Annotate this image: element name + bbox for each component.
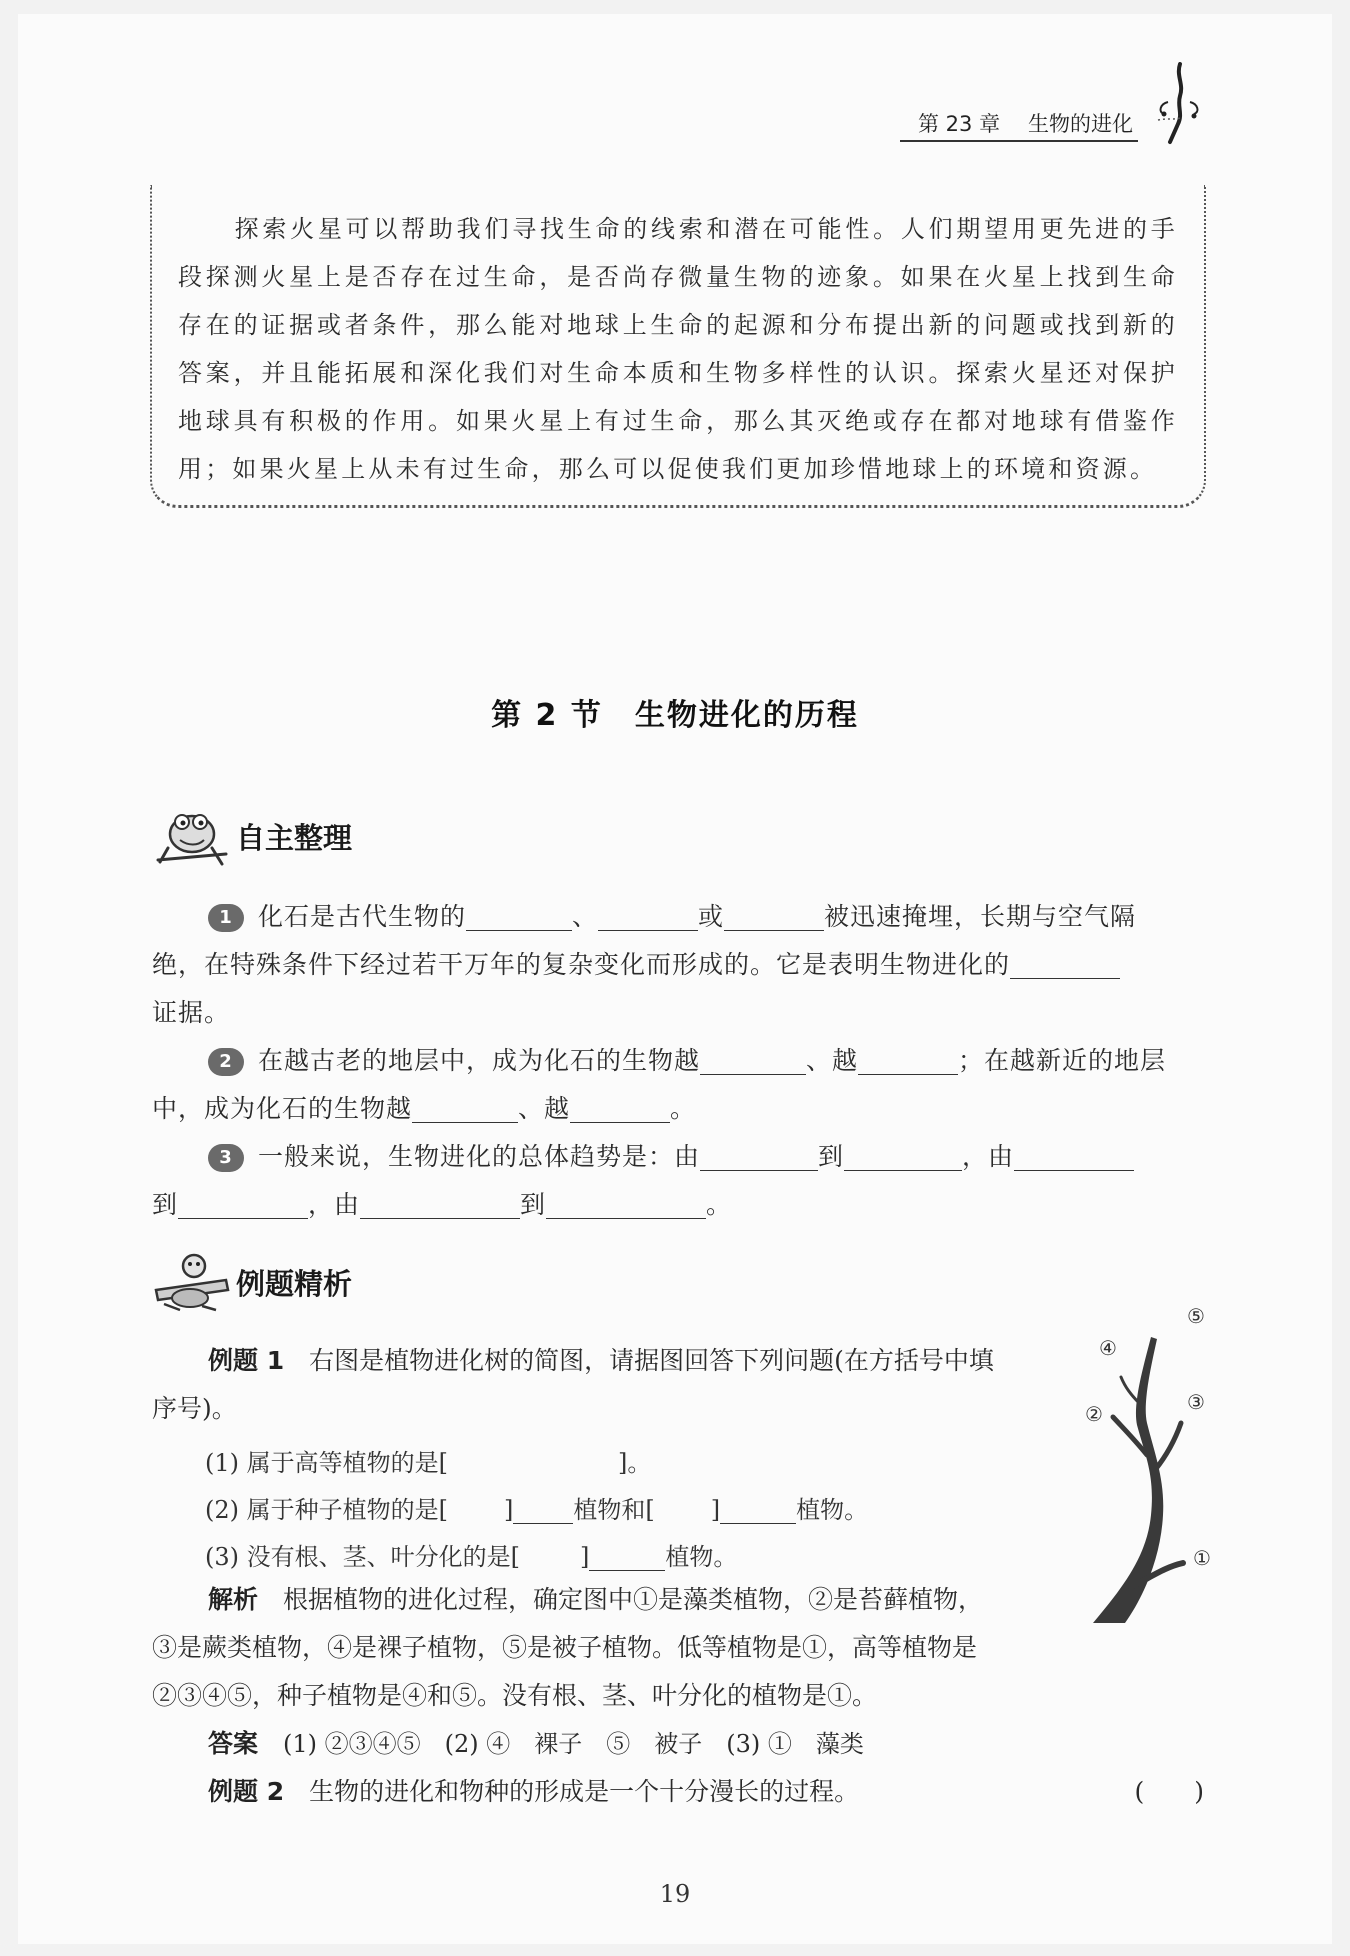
analysis-text: 根据植物的进化过程，确定图中①是藻类植物，②是苔藓植物，	[283, 1585, 984, 1614]
answer-blank[interactable]	[1014, 1140, 1134, 1171]
question-text: ]	[504, 1496, 514, 1524]
fill-item-3	[152, 1133, 1204, 1229]
answer-blank[interactable]	[513, 1497, 573, 1524]
item-text: 。	[706, 1190, 733, 1219]
answer-blank[interactable]	[360, 1188, 520, 1219]
tree-trunk	[1093, 1337, 1163, 1623]
item-badge: 3	[208, 1144, 244, 1172]
question-text: ]	[710, 1496, 721, 1524]
section-title	[0, 690, 1350, 734]
question-text: ]。	[618, 1449, 652, 1477]
fill-item-1	[152, 893, 1204, 1037]
tree-branch-3	[1155, 1423, 1181, 1470]
analysis-text: ②③④⑤，种子植物是④和⑤。没有根、茎、叶分化的植物是①。	[152, 1681, 878, 1710]
item-text: 一般来说，生物进化的总体趋势是：由	[258, 1142, 701, 1171]
example-1-label: 例题 1	[208, 1346, 285, 1375]
item-text: 到	[152, 1190, 179, 1219]
item-text: 、越	[518, 1094, 571, 1123]
chapter-title: 生物的进化	[1028, 112, 1133, 136]
answer	[152, 1720, 1072, 1768]
item-text: 、	[572, 902, 599, 931]
question-2	[205, 1490, 868, 1525]
tree-label-2: ②	[1085, 1402, 1103, 1426]
example-2	[152, 1768, 1204, 1816]
reading-box	[150, 185, 1206, 508]
tree-label-5: ⑤	[1187, 1305, 1205, 1328]
item-badge: 1	[208, 904, 244, 932]
question-text: ]	[580, 1543, 590, 1571]
analysis-text: ③是蕨类植物，④是裸子植物，⑤是被子植物。低等植物是①，高等植物是	[152, 1633, 978, 1662]
page-number: 19	[659, 1880, 691, 1908]
running-header	[900, 108, 1160, 148]
item-text: 在越古老的地层中，成为化石的生物越	[258, 1046, 701, 1075]
section-number: 第 2 节	[491, 698, 603, 733]
example-2-text: 生物的进化和物种的形成是一个十分漫长的过程。	[309, 1777, 860, 1806]
answer-blank[interactable]	[724, 900, 824, 931]
analysis	[152, 1576, 1072, 1720]
section-name: 生物进化的历程	[634, 698, 859, 733]
question-text: 植物和[	[573, 1496, 655, 1524]
item-text: 化石是古代生物的	[258, 902, 467, 931]
plane-mascot-icon	[150, 1248, 232, 1316]
item-text: 绝，在特殊条件下经过若干万年的复杂变化而形成的。它是表明生物进化的	[152, 950, 1011, 979]
item-text: 。	[670, 1094, 697, 1123]
example-1-text: 右图是植物进化树的简图，请据图回答下列问题(在方括号中填	[309, 1346, 994, 1375]
tree-label-1: ①	[1193, 1546, 1211, 1570]
item-text: ，由	[962, 1142, 1015, 1171]
item-text: 、越	[806, 1046, 859, 1075]
quill-icon	[1150, 62, 1210, 152]
example-1	[152, 1337, 1072, 1433]
example-2-label: 例题 2	[208, 1777, 285, 1806]
answer-label: 答案	[208, 1729, 259, 1758]
chapter-number: 第 23 章	[918, 112, 1001, 136]
plant-evolution-tree-diagram	[1085, 1305, 1215, 1635]
item-text: 到	[520, 1190, 547, 1219]
question-text: (1) 属于高等植物的是[	[205, 1449, 448, 1477]
question-text: (3) 没有根、茎、叶分化的是[	[205, 1543, 520, 1571]
header-rule	[900, 140, 1138, 142]
reading-box-text	[178, 205, 1178, 493]
answer-blank[interactable]	[858, 1044, 958, 1075]
item-text: 证据。	[152, 998, 231, 1027]
question-text: 植物。	[796, 1496, 869, 1524]
question-1	[205, 1443, 651, 1478]
answer-parentheses[interactable]: ( )	[1134, 1777, 1204, 1806]
answer-blank[interactable]	[720, 1497, 796, 1524]
answer-blank[interactable]	[700, 1140, 818, 1171]
item-text: 到	[818, 1142, 845, 1171]
tree-label-3: ③	[1187, 1390, 1205, 1414]
answer-blank[interactable]	[589, 1544, 665, 1571]
item-text: ；在越新近的地层	[958, 1046, 1167, 1075]
item-text: ，由	[308, 1190, 361, 1219]
self-study-heading: 自主整理	[236, 821, 353, 855]
answer-blank[interactable]	[844, 1140, 962, 1171]
question-text: (2) 属于种子植物的是[	[205, 1496, 448, 1524]
frog-mascot-icon	[150, 800, 232, 870]
examples-heading: 例题精析	[236, 1267, 353, 1301]
tree-branch-4	[1121, 1377, 1141, 1405]
answer-blank[interactable]	[178, 1188, 308, 1219]
answer-blank[interactable]	[466, 900, 572, 931]
tree-label-4: ④	[1099, 1336, 1117, 1360]
answer-blank[interactable]	[700, 1044, 806, 1075]
answer-blank[interactable]	[1010, 948, 1120, 979]
answer-blank[interactable]	[412, 1092, 518, 1123]
example-1-text-cont: 序号)。	[152, 1394, 237, 1423]
item-badge: 2	[208, 1048, 244, 1076]
answer-blank[interactable]	[598, 900, 698, 931]
item-text: 被迅速掩埋，长期与空气隔	[824, 902, 1137, 931]
fill-item-2	[152, 1037, 1204, 1133]
reading-text: 探索火星可以帮助我们寻找生命的线索和潜在可能性。人们期望用更先进的手段探测火星上是否存在过生命，是否尚存微量生物的迹象。如果在火星上找到生命存在的证据或者条件，那么能对地球上生命的起源和分布提出新的问题或找到新的答案，并且能拓展和深化我们对生命本质和生物多样性的认识。探索火星还对保护地球具有积极的作用。如果火星上有过生命，那么其灭绝或存在都对地球有借鉴作用；如果火星上从未有过生命，那么可以促使我们更加珍惜地球上的环境和资源。	[178, 215, 1178, 483]
answer-text: (1) ②③④⑤ (2) ④ 裸子 ⑤ 被子 (3) ① 藻类	[283, 1730, 864, 1758]
analysis-label: 解析	[208, 1585, 259, 1614]
item-text: 或	[698, 902, 725, 931]
answer-blank[interactable]	[546, 1188, 706, 1219]
answer-blank[interactable]	[570, 1092, 670, 1123]
question-text: 植物。	[665, 1543, 738, 1571]
item-text: 中，成为化石的生物越	[152, 1094, 413, 1123]
question-3	[205, 1537, 737, 1572]
